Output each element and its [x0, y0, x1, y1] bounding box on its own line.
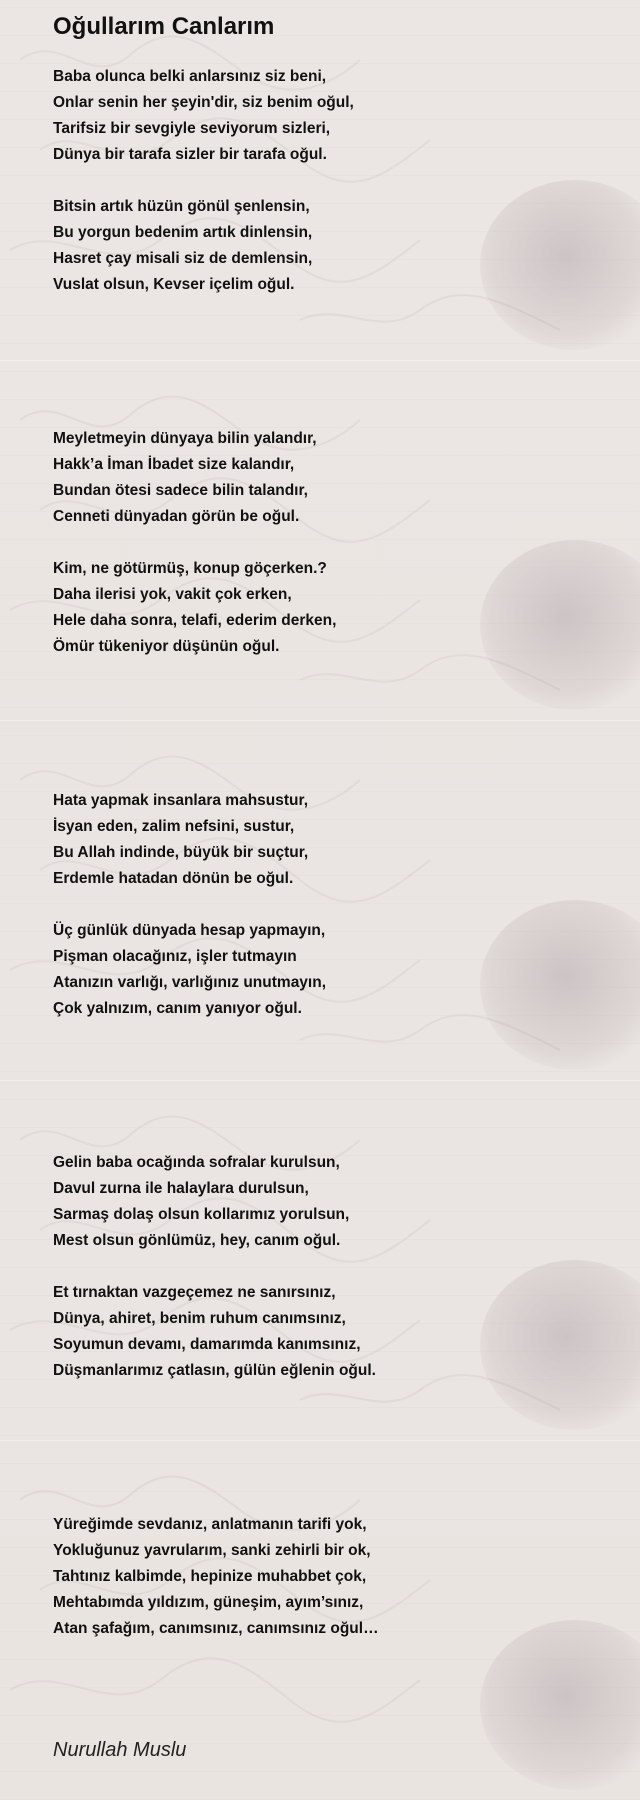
- poem-line: İsyan eden, zalim nefsini, sustur,: [53, 818, 295, 835]
- poem-line: Dünya, ahiret, benim ruhum canımsınız,: [53, 1310, 346, 1327]
- poem-line: Vuslat olsun, Kevser içelim oğul.: [53, 276, 295, 293]
- poem-line: Baba olunca belki anlarsınız siz beni,: [53, 68, 327, 85]
- poem-line: Hata yapmak insanlara mahsustur,: [53, 792, 309, 809]
- poem-line: Mest olsun gönlümüz, hey, canım oğul.: [53, 1232, 341, 1249]
- poem-line: Sarmaş dolaş olsun kollarımız yorulsun,: [53, 1206, 350, 1223]
- poem-line: Daha ilerisi yok, vakit çok erken,: [53, 586, 292, 603]
- poem-line: Tarifsiz bir sevgiyle seviyorum sizleri,: [53, 120, 331, 137]
- poem-line: Hasret çay misali siz de demlensin,: [53, 250, 313, 267]
- poem-line: Çok yalnızım, canım yanıyor oğul.: [53, 1000, 302, 1017]
- stanza: [53, 1512, 613, 1642]
- poem-line: Atan şafağım, canımsınız, canımsınız oğul…: [53, 1620, 379, 1637]
- poem-line: Cenneti dünyadan görün be oğul.: [53, 508, 300, 525]
- stanza: [53, 556, 613, 660]
- stanza: [53, 64, 613, 168]
- poem-line: Onlar senin her şeyin'dir, siz benim oğul,: [53, 94, 354, 111]
- poem-line: Üç günlük dünyada hesap yapmayın,: [53, 922, 326, 939]
- poem-line: Düşmanlarımız çatlasın, gülün eğlenin oğul.: [53, 1362, 376, 1379]
- poem-line: Mehtabımda yıldızım, güneşim, ayım’sınız,: [53, 1594, 364, 1611]
- poem-line: Hakk’a İman İbadet size kalandır,: [53, 456, 295, 473]
- poem-line: Erdemle hatadan dönün be oğul.: [53, 870, 294, 887]
- poem-line: Bu yorgun bedenim artık dinlensin,: [53, 224, 313, 241]
- poem-line: Bitsin artık hüzün gönül şenlensin,: [53, 198, 310, 215]
- poem-line: Hele daha sonra, telafi, ederim derken,: [53, 612, 337, 629]
- poem-line: Kim, ne götürmüş, konup göçerken.?: [53, 560, 327, 577]
- poem-author: Nurullah Muslu: [53, 1739, 187, 1761]
- poem-line: Yokluğunuz yavrularım, sanki zehirli bir ok,: [53, 1542, 371, 1559]
- stanza: [53, 918, 613, 1022]
- stanza: [53, 1280, 613, 1384]
- poem-line: Davul zurna ile halaylara durulsun,: [53, 1180, 309, 1197]
- poem-content: [53, 10, 613, 1642]
- poem-line: Pişman olacağınız, işler tutmayın: [53, 948, 297, 965]
- stanza: [53, 1150, 613, 1254]
- poem-title: Oğullarım Canlarım: [53, 13, 275, 40]
- poem-line: Ömür tükeniyor düşünün oğul.: [53, 638, 280, 655]
- poem-line: Soyumun devamı, damarımda kanımsınız,: [53, 1336, 361, 1353]
- poem-line: Yüreğimde sevdanız, anlatmanın tarifi yok,: [53, 1516, 367, 1533]
- poem-line: Dünya bir tarafa sizler bir tarafa oğul.: [53, 146, 327, 163]
- poem-line: Atanızın varlığı, varlığınız unutmayın,: [53, 974, 327, 991]
- poem-line: Tahtınız kalbimde, hepinize muhabbet çok,: [53, 1568, 367, 1585]
- poem-line: Et tırnaktan vazgeçemez ne sanırsınız,: [53, 1284, 336, 1301]
- poem-line: Meyletmeyin dünyaya bilin yalandır,: [53, 430, 317, 447]
- poem-line: Gelin baba ocağında sofralar kurulsun,: [53, 1154, 340, 1171]
- poem-line: Bundan ötesi sadece bilin talandır,: [53, 482, 308, 499]
- stanza: [53, 194, 613, 298]
- stanza: [53, 788, 613, 892]
- poem-line: Bu Allah indinde, büyük bir suçtur,: [53, 844, 309, 861]
- stanza: [53, 426, 613, 530]
